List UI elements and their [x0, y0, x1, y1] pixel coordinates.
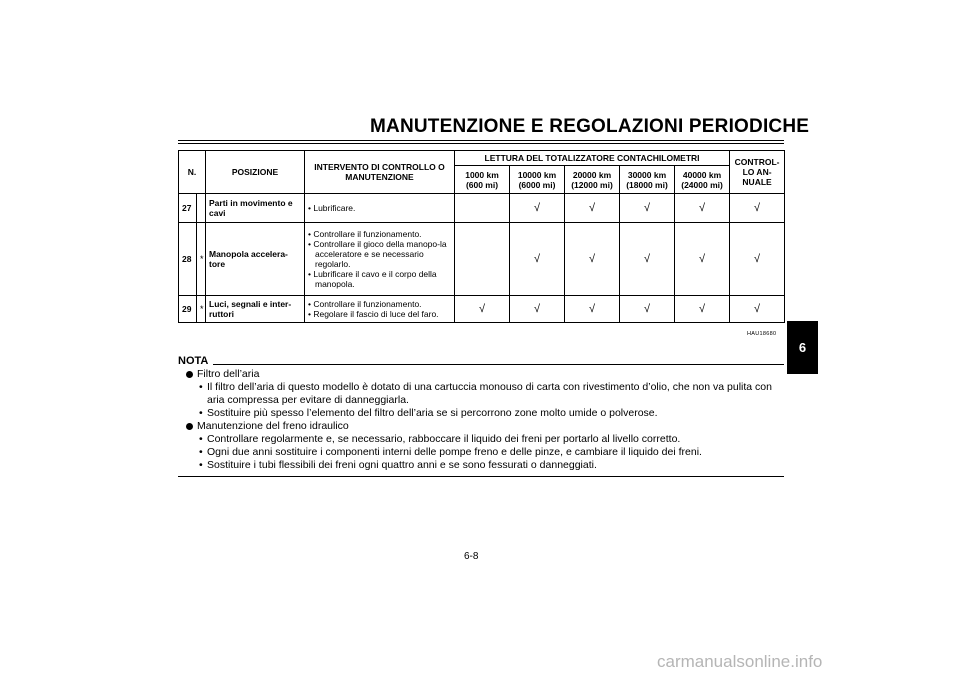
table-row: [179, 194, 785, 223]
note-item: [178, 381, 784, 407]
header-interval: [565, 166, 620, 194]
bullet-icon: •: [199, 446, 203, 458]
watermark: carmanualsonline.info: [657, 652, 823, 671]
doc-code: HAU18680: [747, 331, 777, 337]
note-item-text: Sostituire i tubi flessibili dei freni ogni quattro anni e se sono fessurati o danneggiati.: [207, 459, 597, 471]
check-cell: √: [620, 194, 675, 223]
row-number: 28: [179, 223, 197, 296]
header-interval: [455, 166, 510, 194]
header-n: N.: [179, 151, 206, 194]
note-group-label: Filtro dell’aria: [197, 368, 260, 380]
interval-mi: (6000 mi): [518, 179, 556, 190]
check-cell: √: [675, 296, 730, 323]
check-cell: √: [730, 223, 785, 296]
interval-mi: (600 mi): [465, 179, 499, 190]
bullet-icon: •: [199, 433, 203, 445]
header-position: POSIZIONE: [206, 151, 305, 194]
interval-km: 1000 km: [465, 169, 499, 180]
check-cell: [455, 194, 510, 223]
note-group-title: [178, 368, 784, 381]
row-star: [197, 194, 206, 223]
header-annual: CONTROL-LO AN-NUALE: [730, 151, 785, 194]
row-actions: [305, 296, 455, 323]
check-cell: √: [730, 194, 785, 223]
row-number: 29: [179, 296, 197, 323]
check-cell: √: [620, 296, 675, 323]
note-item-text: Il filtro dell’aria di questo modello è dotato di una cartuccia monouso di carta con rivestimento d’olio, che non va pulita con aria compressa per evitare di danneggiarla.: [207, 381, 772, 406]
interval-km: 10000 km: [517, 169, 557, 180]
note-item-text: Controllare regolarmente e, se necessario, rabboccare il liquido dei freni per portarlo al livello corretto.: [207, 433, 681, 445]
interval-km: 40000 km: [682, 169, 722, 180]
check-cell: √: [675, 194, 730, 223]
row-actions: [305, 194, 455, 223]
action-item: • Controllare il gioco della manopo-la acceleratore e se necessario regolarlo.: [308, 239, 451, 269]
check-cell: √: [675, 223, 730, 296]
header-intervention: INTERVENTO DI CONTROLLO O MANUTENZIONE: [305, 151, 455, 194]
row-number: 27: [179, 194, 197, 223]
maintenance-table: [178, 150, 785, 323]
note-item: [178, 407, 784, 420]
title-rule: [178, 140, 784, 144]
row-star: *: [197, 223, 206, 296]
chapter-tab: 6: [787, 321, 818, 374]
table-row: [179, 223, 785, 296]
table-row: [179, 296, 785, 323]
note-item-text: Ogni due anni sostituire i componenti interni delle pompe freno e delle pinze, e cambiare il liquido dei freni.: [207, 446, 702, 458]
bullet-icon: •: [199, 381, 203, 393]
check-cell: √: [455, 296, 510, 323]
check-cell: √: [620, 223, 675, 296]
action-item: • Lubrificare il cavo e il corpo della manopola.: [308, 269, 451, 289]
note-item: [178, 433, 784, 446]
header-interval: [675, 166, 730, 194]
check-cell: √: [510, 223, 565, 296]
page-title: MANUTENZIONE E REGOLAZIONI PERIODICHE: [370, 116, 810, 137]
row-star: *: [197, 296, 206, 323]
check-cell: √: [730, 296, 785, 323]
note-heading: NOTA: [178, 355, 209, 367]
action-item: • Regolare il fascio di luce del faro.: [308, 309, 451, 319]
note-item: [178, 446, 784, 459]
check-cell: √: [510, 194, 565, 223]
note-body: [178, 368, 784, 472]
interval-km: 30000 km: [627, 169, 667, 180]
check-cell: [455, 223, 510, 296]
interval-mi: (24000 mi): [681, 179, 723, 190]
bullet-icon: •: [199, 459, 203, 471]
check-cell: √: [565, 194, 620, 223]
check-cell: √: [565, 223, 620, 296]
bullet-icon: •: [199, 407, 203, 419]
action-item: • Controllare il funzionamento.: [308, 299, 451, 309]
header-interval: [510, 166, 565, 194]
page-number: 6-8: [464, 551, 479, 562]
row-position: Luci, segnali e inter-ruttori: [206, 296, 305, 323]
header-odometer: LETTURA DEL TOTALIZZATORE CONTACHILOMETRI: [455, 151, 730, 166]
note-item-text: Sostituire più spesso l’elemento del filtro dell’aria se si percorrono zone molto umide o polverose.: [207, 407, 658, 419]
note-group-label: Manutenzione del freno idraulico: [197, 420, 349, 432]
note-rule-top: [213, 364, 784, 365]
note-group-title: [178, 420, 784, 433]
row-actions: [305, 223, 455, 296]
action-item: • Controllare il funzionamento.: [308, 229, 451, 239]
action-item: • Lubrificare.: [308, 203, 451, 213]
row-position: Manopola accelera-tore: [206, 223, 305, 296]
check-cell: √: [510, 296, 565, 323]
interval-km: 20000 km: [572, 169, 612, 180]
bullet-dot-icon: [186, 423, 193, 430]
row-position: Parti in movimento e cavi: [206, 194, 305, 223]
interval-mi: (18000 mi): [626, 179, 668, 190]
interval-mi: (12000 mi): [571, 179, 613, 190]
header-interval: [620, 166, 675, 194]
note-rule-bottom: [178, 476, 784, 477]
bullet-dot-icon: [186, 371, 193, 378]
note-item: [178, 459, 784, 472]
check-cell: √: [565, 296, 620, 323]
